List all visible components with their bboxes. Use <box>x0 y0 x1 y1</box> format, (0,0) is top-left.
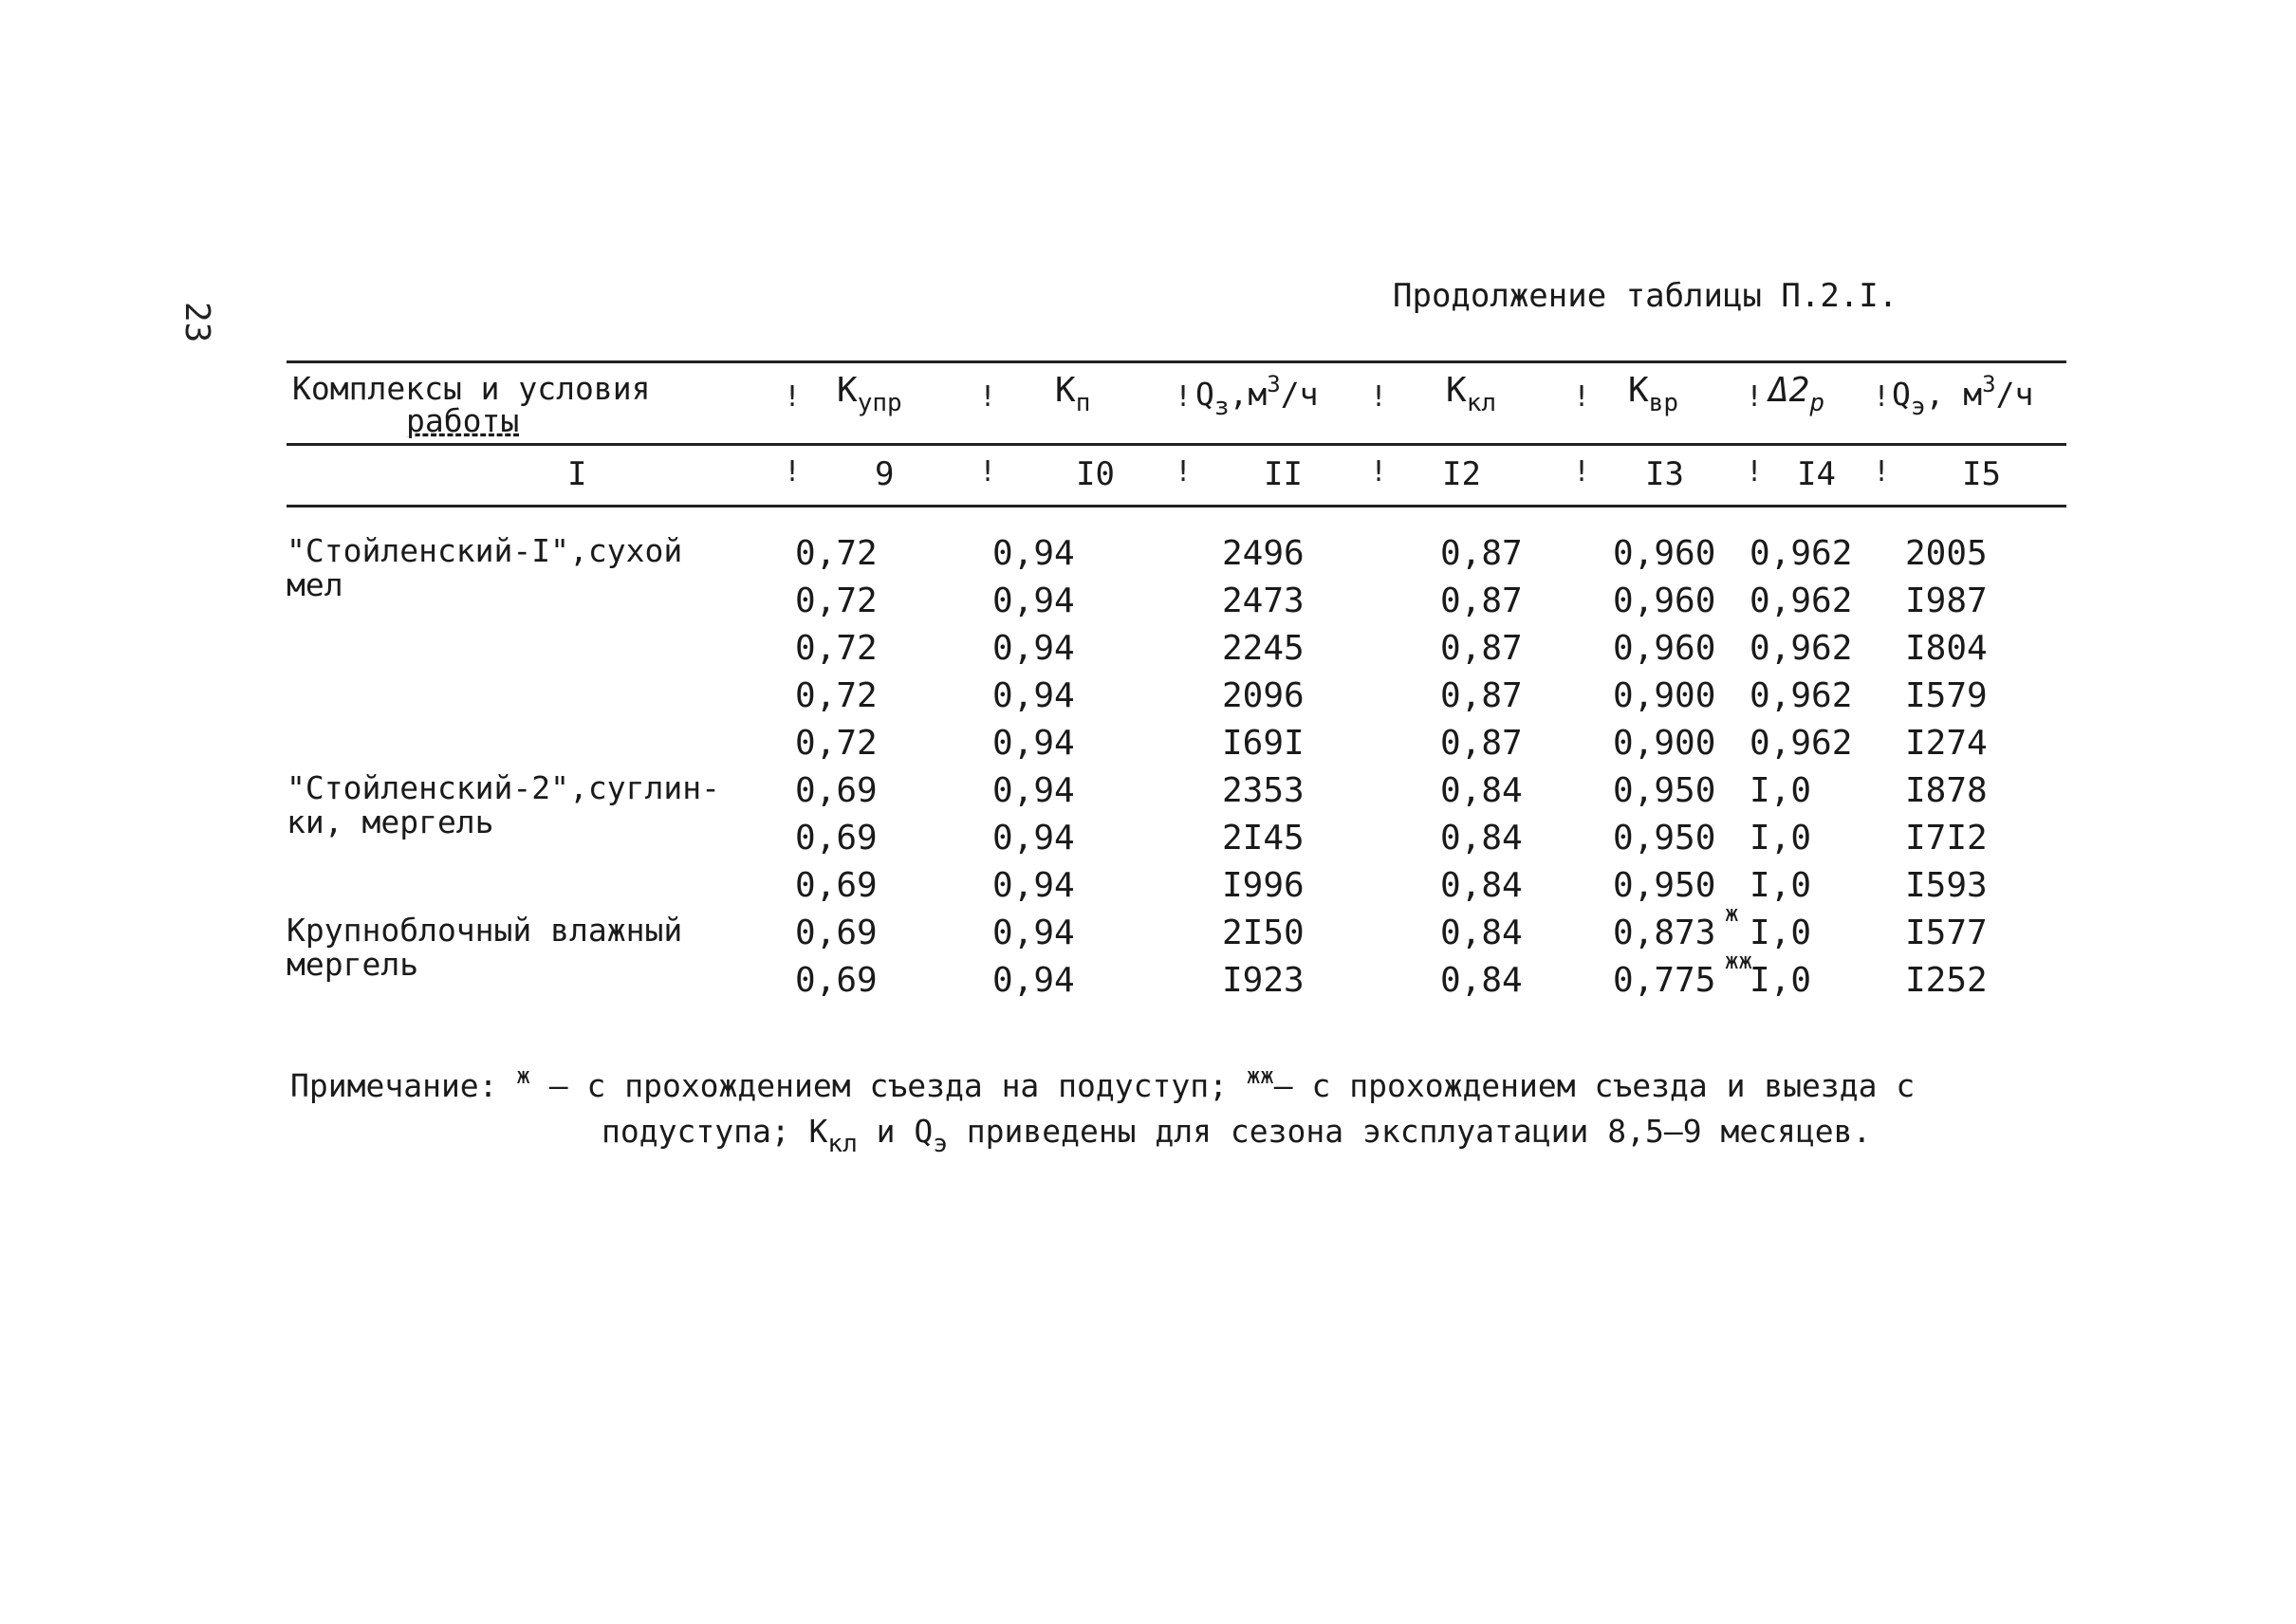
header-separator: ! <box>979 455 997 489</box>
cell-k-vr: 0,950 <box>1613 771 1716 810</box>
page-number: 23 <box>177 302 216 343</box>
dz-sub: р <box>1809 389 1825 417</box>
cell-dz: I,0 <box>1750 961 1812 1000</box>
cell-k-upr: 0,72 <box>795 629 878 668</box>
cell-k-upr: 0,72 <box>795 534 878 573</box>
header-k-vr <box>1628 371 1678 417</box>
cell-k-vr: 0,775 <box>1613 961 1716 1000</box>
note-text-2: – с прохождением съезда и выезда с <box>1273 1067 1916 1104</box>
cell-dz: I,0 <box>1750 866 1812 905</box>
table-row <box>287 629 2066 676</box>
group-label: Крупноблочный влажный мергель <box>287 912 683 983</box>
cell-k-p: 0,94 <box>992 914 1075 952</box>
colnum-13: I3 <box>1645 455 1684 493</box>
colnum-1: I <box>567 455 587 493</box>
cell-k-kl: 0,87 <box>1440 724 1523 763</box>
cell-k-vr: 0,960 <box>1613 581 1716 620</box>
colnum-15: I5 <box>1962 455 2001 493</box>
cell-qe: I804 <box>1905 629 1988 668</box>
qe-sup: 3 <box>1982 371 1996 397</box>
cell-k-vr: 0,960 <box>1613 629 1716 668</box>
cell-k-kl: 0,87 <box>1440 534 1523 573</box>
cell-q3: 2496 <box>1222 534 1305 573</box>
note-line2-c: приведены для сезона эксплуатации 8,5–9 месяцев. <box>947 1113 1872 1150</box>
cell-k-vr: 0,873 <box>1613 914 1716 952</box>
header-separator: ! <box>1573 380 1591 414</box>
header-k-upr <box>837 371 902 417</box>
cell-k-p: 0,94 <box>992 724 1075 763</box>
cell-k-p: 0,94 <box>992 581 1075 620</box>
k-p-base: K <box>1055 371 1076 410</box>
cell-k-upr: 0,69 <box>795 961 878 1000</box>
table-row <box>287 948 2066 1008</box>
table-header-row <box>287 363 2066 443</box>
cell-qe: I274 <box>1905 724 1988 763</box>
header-separator: ! <box>979 380 997 414</box>
cell-k-upr: 0,69 <box>795 914 878 952</box>
header-col1-label <box>292 370 651 439</box>
cell-k-kl: 0,84 <box>1440 961 1523 1000</box>
cell-dz: 0,962 <box>1750 629 1853 668</box>
cell-k-vr-mark: ж <box>1725 900 1739 927</box>
cell-qe: I577 <box>1905 914 1988 952</box>
cell-k-p: 0,94 <box>992 629 1075 668</box>
cell-qe: I593 <box>1905 866 1988 905</box>
cell-dz: I,0 <box>1750 914 1812 952</box>
cell-k-upr: 0,69 <box>795 819 878 858</box>
cell-q3: 2353 <box>1222 771 1305 810</box>
cell-k-p: 0,94 <box>992 866 1075 905</box>
header-col1-line1: Комплексы и условия <box>292 370 651 407</box>
k-p-sub: п <box>1075 389 1091 417</box>
note-kkl-base: K <box>808 1113 828 1150</box>
colnum-11: II <box>1264 455 1303 493</box>
table-row <box>287 900 2066 961</box>
note-qe-sub: э <box>933 1130 948 1158</box>
header-separator: ! <box>1746 455 1764 489</box>
cell-k-kl: 0,84 <box>1440 771 1523 810</box>
cell-k-vr: 0,900 <box>1613 676 1716 715</box>
cell-k-p: 0,94 <box>992 961 1075 1000</box>
header-k-p <box>1055 371 1090 417</box>
header-q3 <box>1195 371 1318 421</box>
cell-k-vr: 0,900 <box>1613 724 1716 763</box>
table-body <box>287 508 2066 1001</box>
cell-dz: 0,962 <box>1750 581 1853 620</box>
table-row <box>287 724 2066 771</box>
note-line2-a: подуступа; <box>602 1113 809 1150</box>
q3-rest: ,м <box>1229 376 1268 413</box>
cell-qe: 2005 <box>1905 534 1988 573</box>
table-note <box>290 1053 1915 1167</box>
table-row <box>287 819 2066 866</box>
cell-k-upr: 0,72 <box>795 581 878 620</box>
cell-qe: I878 <box>1905 771 1988 810</box>
header-k-kl <box>1446 371 1496 417</box>
header-separator: ! <box>1175 380 1193 414</box>
cell-q3: 2I50 <box>1222 914 1305 952</box>
note-text-1: – с прохождением съезда на подуступ; <box>529 1067 1247 1104</box>
header-qe <box>1892 371 2033 421</box>
cell-k-vr: 0,960 <box>1613 534 1716 573</box>
note-qe-base: Q <box>914 1113 934 1150</box>
cell-q3: 2245 <box>1222 629 1305 668</box>
group-label: "Стойленский-I",сухой мел <box>287 532 683 603</box>
table-row <box>287 534 2066 581</box>
cell-k-p: 0,94 <box>992 819 1075 858</box>
cell-k-vr: 0,950 <box>1613 866 1716 905</box>
header-separator: ! <box>784 455 802 489</box>
k-upr-base: K <box>837 371 858 410</box>
k-upr-sub: упр <box>857 389 902 417</box>
note-kkl-sub: кл <box>827 1130 858 1158</box>
header-separator: ! <box>1370 380 1388 414</box>
header-separator: ! <box>1573 455 1591 489</box>
colnum-12: I2 <box>1442 455 1481 493</box>
header-separator: ! <box>1370 455 1388 489</box>
cell-k-kl: 0,87 <box>1440 581 1523 620</box>
table-row <box>287 581 2066 629</box>
cell-k-upr: 0,69 <box>795 866 878 905</box>
cell-k-kl: 0,87 <box>1440 676 1523 715</box>
q3-base: Q <box>1195 376 1214 413</box>
note-label: Примечание: <box>290 1067 498 1104</box>
header-delta-z <box>1768 371 1824 417</box>
cell-k-vr-mark: жж <box>1725 948 1752 974</box>
note-mark-2: жж <box>1246 1062 1274 1089</box>
table-row <box>287 866 2066 914</box>
k-kl-sub: кл <box>1466 389 1496 417</box>
qe-sub: э <box>1910 393 1926 421</box>
colnum-14: I4 <box>1797 455 1836 493</box>
cell-k-p: 0,94 <box>992 534 1075 573</box>
cell-dz: I,0 <box>1750 771 1812 810</box>
cell-qe: I7I2 <box>1905 819 1988 858</box>
header-col1-line2: работы <box>406 402 520 439</box>
cell-dz: 0,962 <box>1750 724 1853 763</box>
cell-dz: I,0 <box>1750 819 1812 858</box>
cell-k-upr: 0,72 <box>795 724 878 763</box>
cell-q3: I923 <box>1222 961 1305 1000</box>
q3-unit: /ч <box>1280 376 1319 413</box>
table-caption: Продолжение таблицы П.2.I. <box>1393 277 1898 315</box>
q3-sub: з <box>1213 393 1230 421</box>
header-separator: ! <box>1873 380 1891 414</box>
note-mark-1: ж <box>516 1062 530 1089</box>
header-separator: ! <box>1746 380 1764 414</box>
k-vr-sub: вр <box>1648 389 1678 417</box>
cell-q3: 2096 <box>1222 676 1305 715</box>
cell-k-kl: 0,84 <box>1440 914 1523 952</box>
data-table <box>287 360 2066 1001</box>
cell-q3: 2473 <box>1222 581 1305 620</box>
cell-q3: I69I <box>1222 724 1305 763</box>
table-row <box>287 771 2066 819</box>
cell-k-p: 0,94 <box>992 771 1075 810</box>
cell-k-kl: 0,84 <box>1440 819 1523 858</box>
k-vr-base: K <box>1628 371 1649 410</box>
cell-qe: I252 <box>1905 961 1988 1000</box>
cell-q3: I996 <box>1222 866 1305 905</box>
k-kl-base: K <box>1446 371 1467 410</box>
cell-k-kl: 0,84 <box>1440 866 1523 905</box>
header-separator: ! <box>1175 455 1193 489</box>
cell-k-upr: 0,72 <box>795 676 878 715</box>
cell-dz: 0,962 <box>1750 676 1853 715</box>
qe-unit: /ч <box>1995 376 2034 413</box>
table-row <box>287 676 2066 724</box>
colnum-9: 9 <box>875 455 895 493</box>
cell-qe: I987 <box>1905 581 1988 620</box>
cell-k-p: 0,94 <box>992 676 1075 715</box>
qe-base: Q <box>1892 376 1911 413</box>
column-number-row <box>287 446 2066 505</box>
cell-k-vr: 0,950 <box>1613 819 1716 858</box>
colnum-10: I0 <box>1076 455 1115 493</box>
q3-sup: 3 <box>1267 371 1281 397</box>
cell-k-kl: 0,87 <box>1440 629 1523 668</box>
cell-q3: 2I45 <box>1222 819 1305 858</box>
header-separator: ! <box>1873 455 1891 489</box>
dz-base: Δ2 <box>1768 371 1810 410</box>
note-line-2 <box>290 1109 1915 1167</box>
header-separator: ! <box>784 380 802 414</box>
qe-rest: , м <box>1925 376 1983 413</box>
cell-dz: 0,962 <box>1750 534 1853 573</box>
cell-qe: I579 <box>1905 676 1988 715</box>
note-line2-b: и <box>857 1113 915 1150</box>
group-label: "Стойленский-2",суглин- ки, мергель <box>287 769 720 840</box>
cell-k-upr: 0,69 <box>795 771 878 810</box>
